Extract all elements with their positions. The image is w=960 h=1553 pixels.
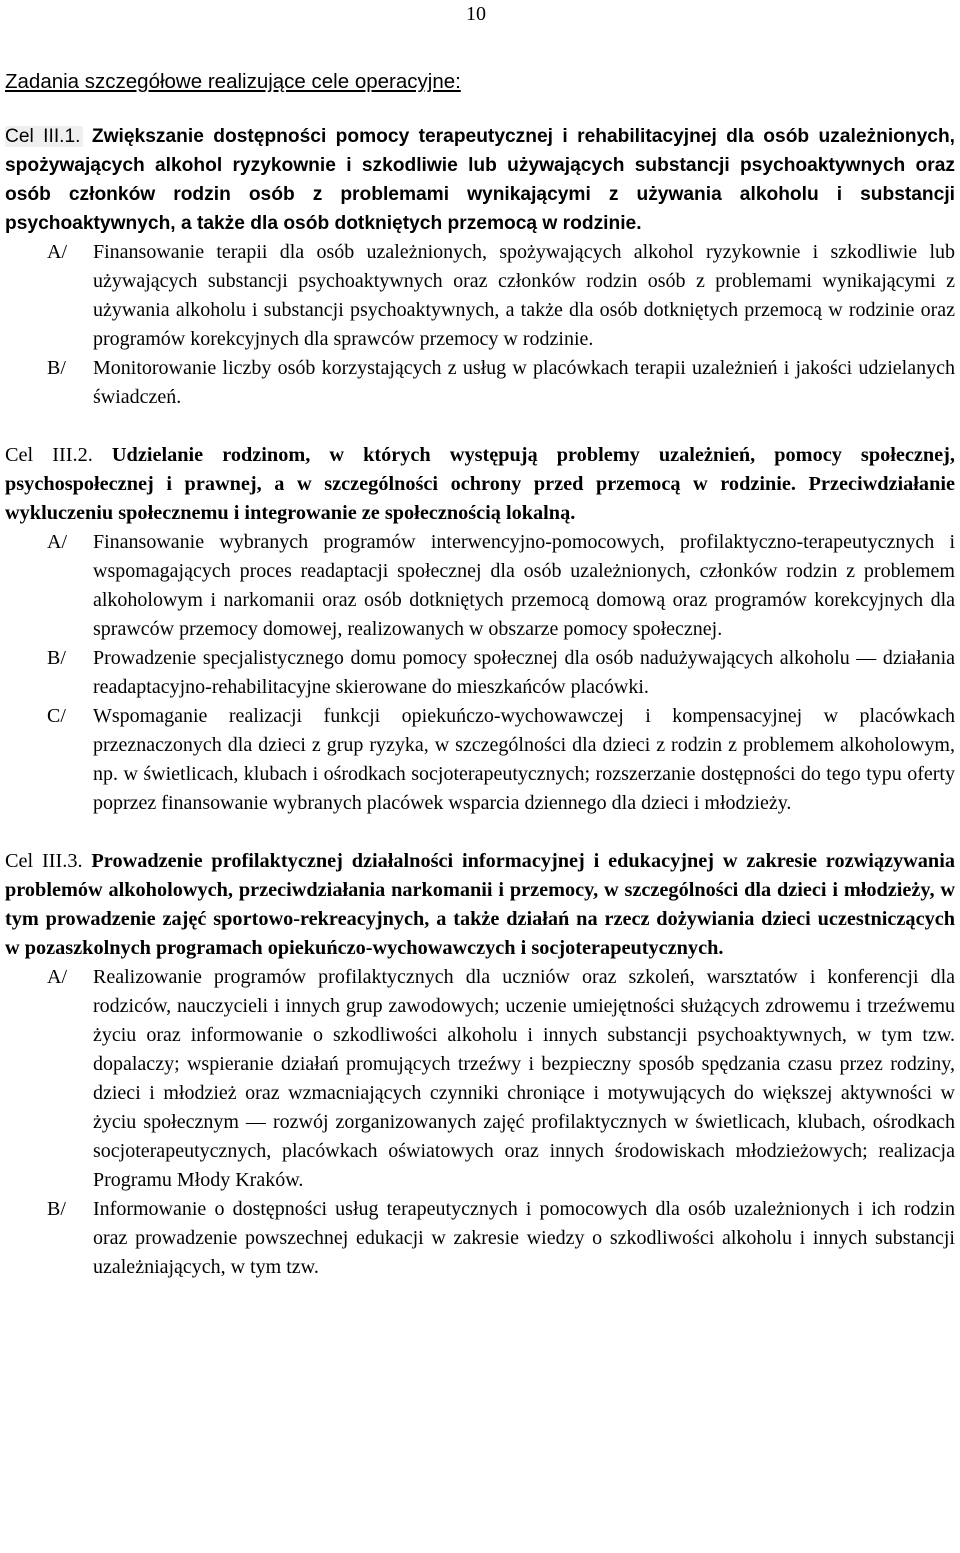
task-item [5, 1195, 955, 1282]
goal-heading [5, 441, 955, 528]
page-number: 10 [466, 3, 486, 25]
goal-label: Cel III.1. [5, 126, 81, 147]
goal-label: Cel III.3. [5, 850, 83, 872]
task-list [5, 238, 955, 412]
task-marker: A/ [47, 966, 67, 988]
task-item [5, 238, 955, 354]
task-item [5, 963, 955, 1195]
goal-title: Zwiększanie dostępności pomocy terapeutycznej i rehabilitacyjnej dla osób uzależnionych, spożywających alkohol ryzykownie i szkodliwie lub używających substancji psychoaktywnych oraz osób członków rodzin osób z problemami wynikającymi z używania alkoholu i substancji psychoaktywnych, a także dla osób dotkniętych przemocą w rodzinie. [5, 126, 955, 234]
task-text: Wspomaganie realizacji funkcji opiekuńczo-wychowawczej i kompensacyjnej w placówkach przeznaczonych dla dzieci z grup ryzyka, w szczególności dla dzieci z rodzin z problemem alkoholowym, np. w świetlicach, klubach i ośrodkach socjoterapeutycznych; rozszerzanie dostępności do tego typu oferty poprzez finansowanie wybranych placówek wsparcia dziennego dla dzieci i młodzieży. [93, 705, 955, 814]
goal-title: Udzielanie rodzinom, w których występują problemy uzależnień, pomocy społecznej, psychospołecznej i prawnej, a w szczególności ochrony przed przemocą w rodzinie. Przeciwdziałanie wykluczeniu społecznemu i integrowanie ze społecznością lokalną. [5, 444, 955, 524]
task-text: Prowadzenie specjalistycznego domu pomocy społecznej dla osób nadużywających alkoholu — działania readaptacyjno-rehabilitacyjne skierowane do mieszkańców placówki. [93, 647, 955, 698]
goal-title: Prowadzenie profilaktycznej działalności informacyjnej i edukacyjnej w zakresie rozwiązywania problemów alkoholowych, przeciwdziałania narkomanii i przemocy, w szczególności dla dzieci i młodzieży, w tym prowadzenie zajęć sportowo-rekreacyjnych, a także działań na rzecz dożywiania dzieci uczestniczących w pozaszkolnych programach opiekuńczo-wychowawczych i socjoterapeutycznych. [5, 850, 955, 959]
goal-section [5, 122, 955, 412]
task-marker: B/ [47, 357, 66, 379]
task-list [5, 963, 955, 1282]
task-marker: C/ [47, 705, 66, 727]
task-text: Informowanie o dostępności usług terapeutycznych i pomocowych dla osób uzależnionych i ich rodzin oraz prowadzenie powszechnej edukacji w zakresie wiedzy o szkodliwości alkoholu i innych substancji uzależniających, w tym tzw. [93, 1198, 955, 1278]
task-item [5, 354, 955, 412]
document-heading: Zadania szczegółowe realizujące cele operacyjne: [5, 70, 461, 93]
goal-heading [5, 122, 955, 238]
goal-section [5, 847, 955, 1282]
task-item [5, 702, 955, 818]
document-body [5, 68, 955, 1282]
task-item [5, 644, 955, 702]
task-marker: A/ [47, 241, 67, 263]
goal-label: Cel III.2. [5, 444, 93, 466]
task-text: Realizowanie programów profilaktycznych dla uczniów oraz szkoleń, warsztatów i konferencji dla rodziców, nauczycieli i innych grup zawodowych; uczenie umiejętności służących zdrowemu i trzeźwemu życiu oraz informowanie o szkodliwości alkoholu i innych substancji psychoaktywnych, w tym tzw. dopalaczy; wspieranie działań promujących trzeźwy i bezpieczny sposób spędzania czasu przez rodziny, dzieci i młodzież oraz wzmacniających czynniki chroniące i motywujących do większej aktywności w życiu społecznym — rozwój zorganizowanych zajęć profilaktycznych w świetlicach, klubach, ośrodkach socjoterapeutycznych, placówkach oświatowych oraz innych środowiskach młodzieżowych; realizacja Programu Młody Kraków. [93, 966, 955, 1191]
goal-section [5, 441, 955, 818]
task-marker: A/ [47, 531, 67, 553]
goal-heading [5, 847, 955, 963]
task-item [5, 528, 955, 644]
task-list [5, 528, 955, 818]
task-text: Monitorowanie liczby osób korzystających z usług w placówkach terapii uzależnień i jakości udzielanych świadczeń. [93, 357, 955, 408]
task-text: Finansowanie wybranych programów interwencyjno-pomocowych, profilaktyczno-terapeutycznych i wspomagających proces readaptacji społecznej dla osób uzależnionych, członków rodzin z problemem alkoholowym i narkomanii oraz osób dotkniętych przemocą domową oraz programów korekcyjnych dla sprawców przemocy domowej, realizowanych w obszarze pomocy społecznej. [93, 531, 955, 640]
task-marker: B/ [47, 1198, 66, 1220]
task-marker: B/ [47, 647, 66, 669]
task-text: Finansowanie terapii dla osób uzależnionych, spożywających alkohol ryzykownie i szkodliwie lub używających substancji psychoaktywnych oraz członków rodzin osób z problemami wynikającymi z używania alkoholu i substancji psychoaktywnych, a także dla osób dotkniętych przemocą w rodzinie oraz programów korekcyjnych dla sprawców przemocy w rodzinie. [93, 241, 955, 350]
